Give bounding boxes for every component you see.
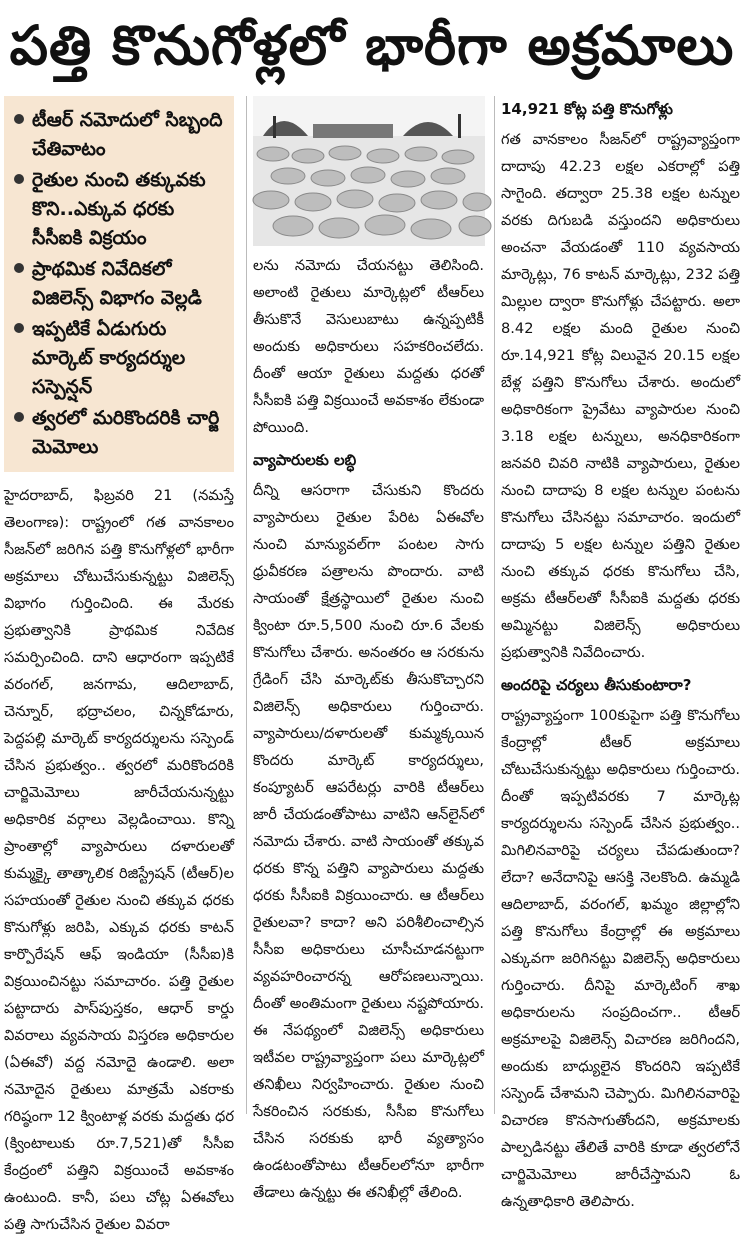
highlight-item	[10, 315, 228, 402]
subhead-purchases: 14,921 కోట్ల పత్తి కొనుగోళ్లు	[501, 100, 673, 118]
headline: పత్తి కొనుగోళ్లలో భారీగా అక్రమాలు	[9, 14, 735, 77]
bullet-icon	[14, 323, 24, 333]
highlight-text: టీఆర్ నమోదులో సిబ్బంది చేతివాటం	[32, 109, 223, 160]
bullet-icon	[14, 114, 24, 124]
bullet-icon	[14, 174, 24, 184]
highlights-box	[4, 96, 234, 472]
article-body-middle-1: లను నమోదు చేయనట్టు తెలిసింది. అలాంటి రైతులు మార్కెట్లలో టీఆర్‌లు తీసుకొనే వెసులుబాటు ఉన్నప్పటికీ అందుకు అధికారులు సహకరించలేదు. దీంతో ఆయా రైతులు మద్దతు ధరతో సీసీఐకి పత్తి విక్రయించే అవకాశం లేకుండా పోయింది.	[253, 257, 484, 436]
bullet-icon	[14, 263, 24, 273]
article-body-middle-2: దీన్ని ఆసరాగా చేసుకుని కొందరు వ్యాపారులు రైతుల పేరిట ఏఈవోల నుంచి మాన్యువల్‌గా పంటల సాగు ధ్రువీకరణ పత్రాలను పొందారు. వాటి సాయంతో క్షేత్రస్థాయిలో రైతుల నుంచి క్వింటా రూ.5,500 నుంచి రూ.6 వేలకు కొనుగోలు చేశారు. అనంతరం ఆ సరకును గ్రేడింగ్ చేసి మార్కెట్‌కు తీసుకొచ్చారని విజిలెన్స్ అధికారులు గుర్తించారు. వ్యాపారులు/దళారులతో కుమ్మక్కయిన కొందరు మార్కెట్ కార్యదర్శులు, కంప్యూటర్ ఆపరేటర్లు వారికి టీఆర్‌లు జారీ చేయడంతోపాటు వాటిని ఆన్‌లైన్‌లో నమోదు చేశారు. వాటి సాయంతో తక్కువ ధరకు కొన్న పత్తిని వ్యాపారులు మద్దతు ధరకు సీసీఐకి విక్రయించారు. ఆ టీఆర్‌లు రైతులవా? కాదా? అని పరిశీలించాల్సిన సీసీఐ అధికారులు చూసీచూడనట్టుగా వ్యవహరించారన్న ఆరోపణలున్నాయి. దీంతో అంతిమంగా రైతులు నష్టపోయారు. ఈ నేపథ్యంలో విజిలెన్స్ అధికారులు ఇటీవల రాష్ట్రవ్యాప్తంగా పలు మార్కెట్లలో తనిఖీలు నిర్వహించారు. రైతుల నుంచి సేకరించిన సరకుకు, సీసీఐ కొనుగోలు చేసిన సరకుకు భారీ వ్యత్యాసం ఉండటంతోపాటు టీఆర్‌లలోనూ భారీగా తేడాలు ఉన్నట్టు ఈ తనిఖీల్లో తేలింది.	[253, 482, 484, 1201]
highlight-text: ప్రాథమిక నివేదికలో విజిలెన్స్ విభాగం వెల్లడి	[32, 258, 202, 309]
highlight-text: ఇప్పటికే ఏడుగురు మార్కెట్ కార్యదర్శుల సస్పెన్షన్	[32, 318, 186, 398]
column-middle	[246, 96, 488, 1201]
subhead-traders-benefit: వ్యాపారులకు లబ్ధి	[253, 451, 357, 469]
article-body-left: హైదరాబాద్, ఫిబ్రవరి 21 (నమస్తే తెలంగాణ): రాష్ట్రంలో గత వానకాలం సీజన్‌లో జరిగిన పత్తి కొనుగోళ్లలో భారీగా అక్రమాలు చోటుచేసుకున్నట్టు విజిలెన్స్ విభాగం గుర్తించింది. ఈ మేరకు ప్రభుత్వానికి ప్రాథమిక నివేదిక సమర్పించింది. దాని ఆధారంగా ఇప్పటికే వరంగల్, జనగామ, ఆదిలాబాద్, చెన్నూర్, భద్రాచలం, చిన్నకోడూరు, పెద్దపల్లి మార్కెట్ కార్యదర్శులను సస్పెండ్ చేసిన ప్రభుత్వం.. త్వరలో మరికొందరికి చార్జిమెమోలు జారీచేయనున్నట్టు అధికారిక వర్గాలు వెల్లడించాయి. కొన్ని ప్రాంతాల్లో వ్యాపారులు దళారులతో కుమ్మక్కై తాత్కాలిక రిజిస్ట్రేషన్ (టీఆర్)ల సహయంతో రైతుల నుంచి తక్కువ ధరకు కొనుగోళ్లు జరిపి, ఎక్కువ ధరకు కాటన్ కార్పొరేషన్ ఆఫ్ ఇండియా (సీసీఐ)కి విక్రయించినట్టు సమాచారం. పత్తి రైతుల పట్టాదారు పాస్‌పుస్తకం, ఆధార్ కార్డు వివరాలు వ్యవసాయ విస్తరణ అధికారుల (ఏఈవో) వద్ద నమోదై ఉండాలి. అలా నమోదైన రైతులు మాత్రమే ఎకరాకు గరిష్ఠంగా 12 క్వింటాళ్ల వరకు మద్దతు ధర (క్వింటాలుకు రూ.7,521)తో సీసీఐ కేంద్రంలో పత్తిని విక్రయించే అవకాశం ఉంటుంది. కానీ, పలు చోట్ల ఏఈవోలు పత్తి సాగుచేసిన రైతుల వివరా	[4, 487, 234, 1233]
article-body-right-1: గత వానకాలం సీజన్‌లో రాష్ట్రవ్యాప్తంగా దాదాపు 42.23 లక్షల ఎకరాల్లో పత్తి సాగైంది. తద్వారా 25.38 లక్షల టన్నుల వరకు దిగుబడి వస్తుందని అధికారులు అంచనా వేయడంతో 110 వ్యవసాయ మార్కెట్లు, 76 కాటన్ మార్కెట్లు, 232 పత్తి మిల్లుల ద్వారా కొనుగోళ్లు చేపట్టారు. అలా 8.42 లక్షల మంది రైతుల నుంచి రూ.14,921 కోట్ల విలువైన 20.15 లక్షల బేళ్ల పత్తిని కొనుగోలు చేశారు. అందులో అధికారికంగా ప్రైవేటు వ్యాపారుల నుంచి 3.18 లక్షల టన్నులు, అనధికారికంగా జనవరి చివరి నాటికి వ్యాపారులు, రైతుల నుంచి దాదాపు 8 లక్షల టన్నుల పంటను కొనుగోలు చేసినట్టు సమాచారం. ఇందులో దాదాపు 5 లక్షల టన్నుల పత్తిని రైతుల నుంచి తక్కువ ధరకు కొనుగోలు చేసి, అక్రమ టీఆర్‌లతో సీసీఐకి మద్దతు ధరకు అమ్మినట్టు విజిలెన్స్ అధికారులు ప్రభుత్వానికి నివేదించారు.	[501, 131, 740, 661]
article-body-right-2: రాష్ట్రవ్యాప్తంగా 100కుపైగా పత్తి కొనుగోలు కేంద్రాల్లో టీఆర్ అక్రమాలు చోటుచేసుకున్నట్టు అధికారులు గుర్తించారు. దీంతో ఇప్పటివరకు 7 మార్కెట్ల కార్యదర్శులను సస్పెండ్ చేసిన ప్రభుత్వం.. మిగిలినవారిపై చర్యలు చేపడుతుందా? లేదా? అనేదానిపై ఆసక్తి నెలకొంది. ఉమ్మడి ఆదిలాబాద్, వరంగల్, ఖమ్మం జిల్లాల్లోని పత్తి కొనుగోలు కేంద్రాల్లో ఈ అక్రమాలు ఎక్కువగా జరిగినట్టు విజిలెన్స్ అధికారులు గుర్తించారు. దీనిపై మార్కెటింగ్ శాఖ అధికారులను సంప్రదించగా.. టీఆర్ అక్రమాలపై విజిలెన్స్ విచారణ జరిగిందని, అందుకు బాధ్యులైన కొందరిని ఇప్పటికే సస్పెండ్ చేశామని చెప్పారు. మిగిలినవారిపై విచారణ కొనసాగుతోందని, అక్రమాలకు పాల్పడినట్టు తేలితే వారికి కూడా త్వరలోనే చార్జిమెమోలు జారీచేస్తామని ఓ ఉన్నతాధికారి తెలిపారు.	[501, 707, 740, 1210]
highlight-item	[10, 404, 228, 462]
column-left	[0, 96, 240, 1233]
bullet-icon	[14, 412, 24, 422]
column-right	[494, 96, 744, 1210]
highlight-item	[10, 255, 228, 313]
highlight-item	[10, 106, 228, 164]
highlight-text: త్వరలో మరికొందరికి చార్జి మెమోలు	[32, 407, 220, 458]
cotton-market-photo	[253, 96, 485, 246]
subhead-action: అందరిపై చర్యలు తీసుకుంటారా?	[501, 676, 692, 694]
highlight-item	[10, 166, 228, 253]
highlight-text: రైతుల నుంచి తక్కువకు కొని..ఎక్కువ ధరకు సీసీఐకి విక్రయం	[32, 169, 206, 249]
